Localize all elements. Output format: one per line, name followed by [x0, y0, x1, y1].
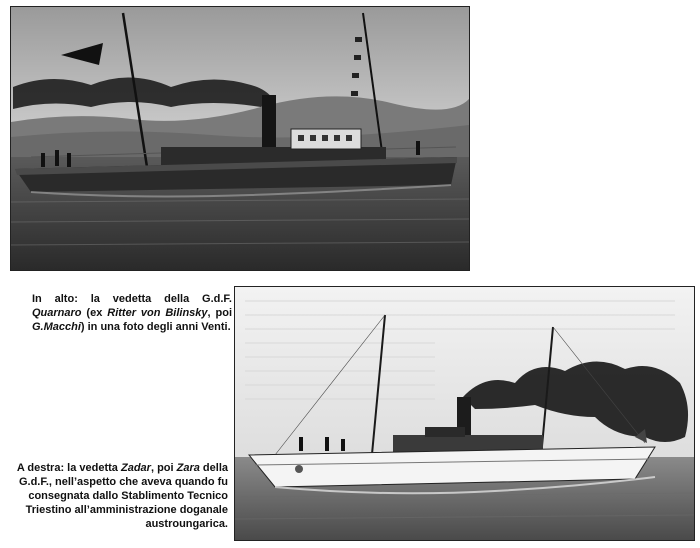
photo-zadar: [234, 286, 695, 541]
caption-top-text-2: (ex: [81, 307, 108, 319]
ship-photo-bottom: [235, 287, 694, 540]
caption-top-lead: In alto:: [32, 293, 78, 305]
caption-bottom-lead: A destra:: [16, 462, 65, 474]
ship-name-g-macchi: G.Macchi: [32, 321, 81, 333]
caption-top-text-1: la vedetta della G.d.F.: [77, 293, 232, 305]
caption-top-text-4: ) in una foto degli anni Venti.: [80, 321, 231, 333]
caption-top-text-3: , poi: [207, 307, 233, 319]
caption-bottom: [10, 461, 228, 531]
ship-name-zadar: Zadar: [120, 462, 151, 474]
photo-quarnaro: [10, 6, 470, 271]
caption-bottom-text-3: della G.d.F., nell’aspetto che aveva quando fu consegnata dallo Stablimento Tecnico Triestino all’amministrazione doganale austroungarica.: [18, 462, 228, 530]
ship-photo-top: [11, 7, 469, 270]
ship-name-ritter-von-bilinsky: Ritter von Bilinsky: [107, 307, 208, 319]
caption-bottom-text-1: la vedetta: [64, 462, 121, 474]
ship-name-quarnaro: Quarnaro: [32, 307, 82, 319]
caption-top: [32, 292, 232, 334]
caption-bottom-text-2: , poi: [150, 462, 177, 474]
ship-name-zara: Zara: [176, 462, 200, 474]
